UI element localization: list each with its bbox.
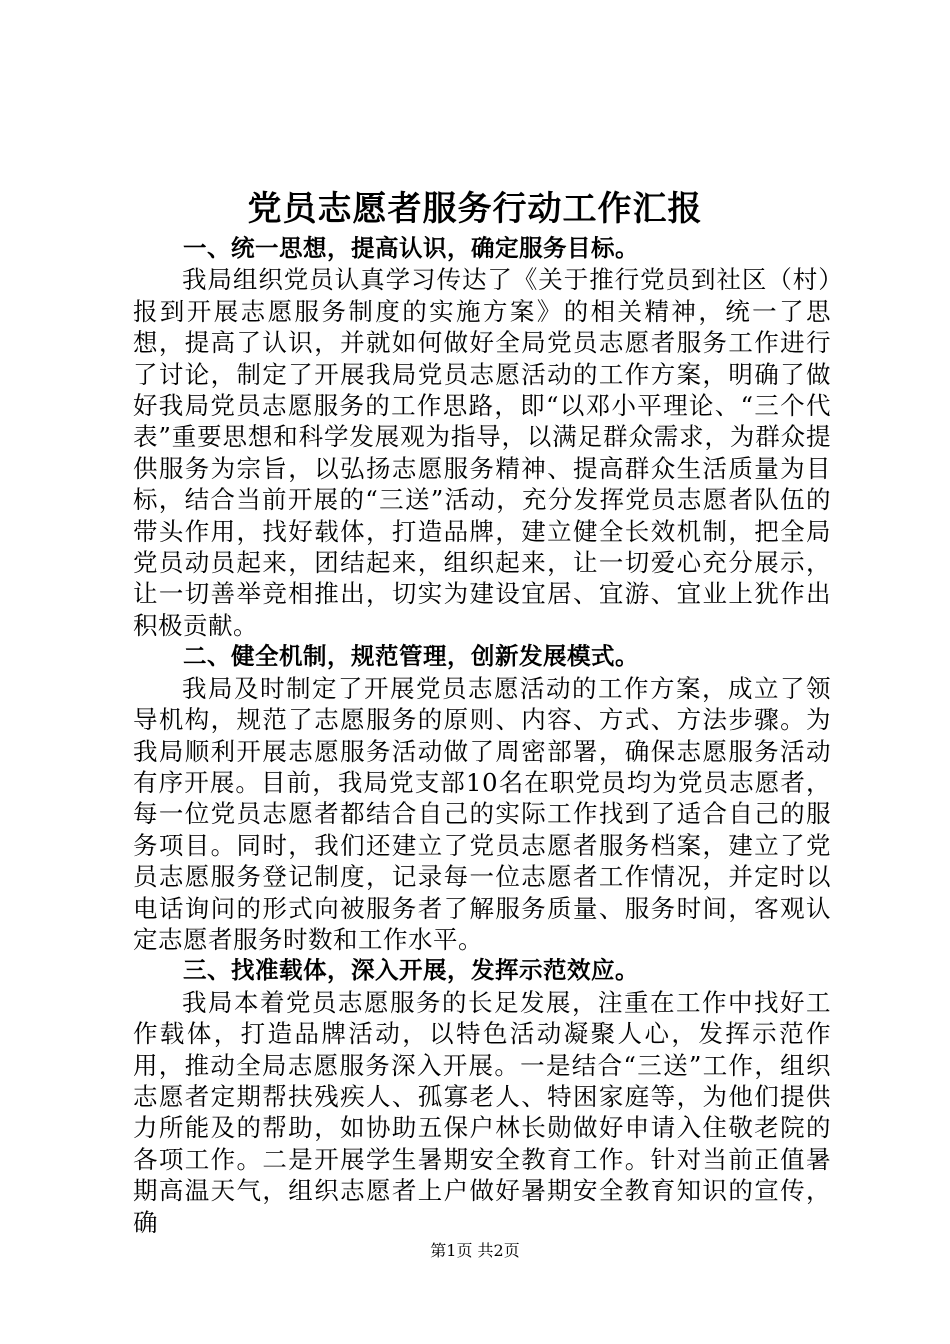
- section-paragraph-2: 我局及时制定了开展党员志愿活动的工作方案，成立了领导机构，规范了志愿服务的原则、内容、方式、方法步骤。为我局顺利开展志愿服务活动做了周密部署，确保志愿服务活动有序开展。目前，我局党支部10名在职党员均为党员志愿者，每一位党员志愿者都结合自己的实际工作找到了适合自己的服务项目。同时，我们还建立了党员志愿者服务档案，建立了党员志愿服务登记制度，记录每一位志愿者工作情况，并定时以电话询问的形式向被服务者了解服务质量、服务时间，客观认定志愿者服务时数和工作水平。: [133, 673, 831, 954]
- section-heading-1: 一、统一思想，提高认识，确定服务目标。: [183, 234, 639, 262]
- document-body: [133, 233, 831, 1238]
- section-heading-2: 二、健全机制，规范管理，创新发展模式。: [183, 642, 639, 671]
- section-paragraph-1: 我局组织党员认真学习传达了《关于推行党员到社区（村）报到开展志愿服务制度的实施方案》的相关精神，统一了思想，提高了认识，并就如何做好全局党员志愿者服务工作进行了讨论，制定了开展我局党员志愿活动的工作方案，明确了做好我局党员志愿服务的工作思路，即“以邓小平理论、“三个代表”重要思想和科学发展观为指导，以满足群众需求，为群众提供服务为宗旨，以弘扬志愿服务精神、提高群众生活质量为目标，结合当前开展的“三送”活动，充分发挥党员志愿者队伍的带头作用，找好载体，打造品牌，建立健全长效机制，把全局党员动员起来，团结起来，组织起来，让一切爱心充分展示，让一切善举竞相推出，切实为建设宜居、宜游、宜业上犹作出积极贡献。: [133, 265, 831, 640]
- section-paragraph-3: 我局本着党员志愿服务的长足发展，注重在工作中找好工作载体，打造品牌活动，以特色活动凝聚人心，发挥示范作用，推动全局志愿服务深入开展。一是结合“三送”工作，组织志愿者定期帮扶残疾人、孤寡老人、特困家庭等，为他们提供力所能及的帮助，如协助五保户林长勋做好申请入住敬老院的各项工作。二是开展学生暑期安全教育工作。针对当前正值暑期高温天气，组织志愿者上户做好暑期安全教育知识的宣传，确: [133, 987, 831, 1237]
- document-title: 党员志愿者服务行动工作汇报: [247, 189, 703, 229]
- section-heading-3: 三、找准载体，深入开展，发挥示范效应。: [183, 956, 639, 985]
- page-footer: 第1页 共2页: [430, 1241, 520, 1260]
